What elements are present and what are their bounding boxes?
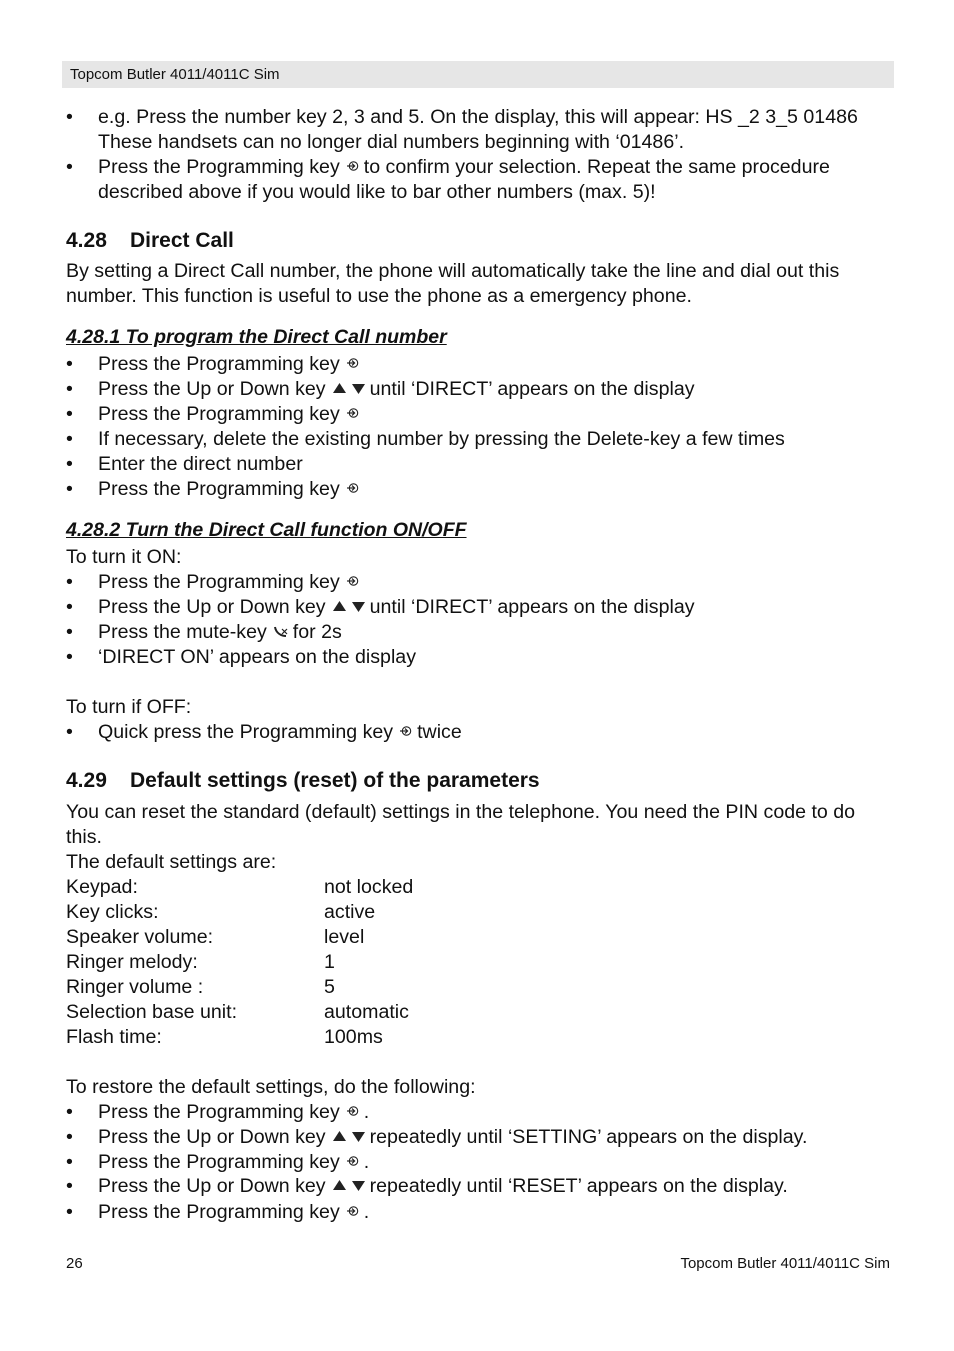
- section-4-28-body-line1: By setting a Direct Call number, the phone will automatically take the line and dial out this: [66, 260, 840, 282]
- setting-name: Keypad:: [66, 876, 138, 898]
- header-title: Topcom Butler 4011/4011C Sim: [70, 66, 280, 83]
- bullet-marker: •: [66, 428, 73, 450]
- section-number: 4.29: [66, 769, 107, 792]
- up-down-arrows-icon: [332, 595, 366, 620]
- programming-key-icon: [346, 1200, 360, 1225]
- list-item: [98, 427, 785, 452]
- mute-key-icon: [273, 620, 289, 645]
- step-text-after: .: [363, 1151, 370, 1173]
- section-4-29-body-line1: You can reset the standard (default) settings in the telephone. You need the PIN code to do: [66, 801, 856, 823]
- intro-bullet-2-after: to confirm your selection. Repeat the same procedure: [363, 156, 830, 178]
- bullet-marker: •: [66, 403, 73, 425]
- step-text-after: twice: [417, 721, 462, 743]
- intro-bullet-2-line2: described above if you would like to bar other numbers (max. 5)!: [98, 181, 656, 203]
- programming-key-icon: [346, 477, 360, 502]
- bullet-marker: •: [66, 1151, 73, 1173]
- bullet-marker: •: [66, 646, 73, 668]
- step-text: Enter the direct number: [98, 453, 303, 475]
- section-4-29-body-line2: this.: [66, 826, 102, 848]
- list-item: [98, 377, 695, 402]
- section-number: 4.28: [66, 229, 107, 252]
- step-text: Press the Programming key: [98, 353, 340, 375]
- list-item: [98, 570, 364, 595]
- setting-name: Speaker volume:: [66, 926, 214, 948]
- setting-name: Selection base unit:: [66, 1001, 238, 1023]
- programming-key-icon: [346, 1100, 360, 1125]
- bullet-marker: •: [66, 1101, 73, 1123]
- setting-value: automatic: [324, 1001, 409, 1023]
- bullet-marker: •: [66, 1175, 73, 1197]
- footer-title: Topcom Butler 4011/4011C Sim: [680, 1255, 890, 1272]
- bullet-marker: •: [66, 596, 73, 618]
- bullet-marker: •: [66, 378, 73, 400]
- intro-bullet-2-line1: [98, 155, 830, 180]
- page-header: [62, 61, 894, 88]
- step-text-after: for 2s: [292, 621, 342, 643]
- list-item: [98, 645, 416, 670]
- list-item: [98, 452, 303, 477]
- setting-name: Ringer volume :: [66, 976, 204, 998]
- setting-value: not locked: [324, 876, 414, 898]
- up-down-arrows-icon: [332, 377, 366, 402]
- step-text: Press the Programming key: [98, 571, 340, 593]
- bullet-marker: •: [66, 156, 73, 178]
- setting-value: active: [324, 901, 376, 923]
- programming-key-icon: [346, 570, 360, 595]
- restore-label: To restore the default settings, do the following:: [66, 1076, 476, 1098]
- intro-bullet-1-line1: e.g. Press the number key 2, 3 and 5. On the display, this will appear: HS _2 3_5 01486: [98, 106, 858, 128]
- step-text-after: .: [363, 1201, 370, 1223]
- step-text: Press the Up or Down key: [98, 1126, 326, 1148]
- section-4-29-heading: [66, 768, 540, 793]
- step-text: ‘DIRECT ON’ appears on the display: [98, 646, 416, 668]
- subsection-4-28-1-heading: 4.28.1 To program the Direct Call number: [66, 326, 447, 348]
- step-text-after: repeatedly until ‘RESET’ appears on the display.: [369, 1175, 788, 1197]
- bullet-marker: •: [66, 1126, 73, 1148]
- step-text: Press the Programming key: [98, 1151, 340, 1173]
- setting-name: Flash time:: [66, 1026, 162, 1048]
- bullet-marker: •: [66, 478, 73, 500]
- bullet-marker: •: [66, 621, 73, 643]
- setting-value: 100ms: [324, 1026, 383, 1048]
- programming-key-icon: [346, 402, 360, 427]
- turn-on-label: To turn it ON:: [66, 546, 182, 568]
- list-item: [98, 720, 462, 745]
- list-item: [98, 352, 364, 377]
- subsection-4-28-2-heading: 4.28.2 Turn the Direct Call function ON/OFF: [66, 519, 467, 541]
- section-4-28-body-line2: number. This function is useful to use the phone as a emergency phone.: [66, 285, 692, 307]
- setting-value: level: [324, 926, 365, 948]
- bullet-marker: •: [66, 571, 73, 593]
- programming-key-icon: [346, 352, 360, 377]
- step-text: If necessary, delete the existing number by pressing the Delete-key a few times: [98, 428, 785, 450]
- list-item: [98, 1200, 369, 1225]
- bullet-marker: •: [66, 1201, 73, 1223]
- list-item: [98, 1174, 788, 1199]
- bullet-marker: •: [66, 353, 73, 375]
- section-4-28-heading: [66, 228, 234, 253]
- intro-bullet-2-before: Press the Programming key: [98, 156, 340, 178]
- list-item: [98, 620, 342, 645]
- page-number: 26: [66, 1255, 83, 1272]
- step-text: Press the Up or Down key: [98, 1175, 326, 1197]
- step-text-after: until ‘DIRECT’ appears on the display: [369, 596, 695, 618]
- programming-key-icon: [346, 155, 360, 180]
- bullet-marker: •: [66, 106, 73, 128]
- setting-value: 1: [324, 951, 335, 973]
- section-title: Direct Call: [130, 229, 234, 252]
- list-item: [98, 595, 695, 620]
- step-text: Press the Up or Down key: [98, 596, 326, 618]
- bullet-marker: •: [66, 453, 73, 475]
- programming-key-icon: [346, 1150, 360, 1175]
- step-text: Press the Up or Down key: [98, 378, 326, 400]
- up-down-arrows-icon: [332, 1125, 366, 1150]
- step-text-after: until ‘DIRECT’ appears on the display: [369, 378, 695, 400]
- list-item: [98, 477, 364, 502]
- turn-off-label: To turn if OFF:: [66, 696, 192, 718]
- list-item: [98, 402, 364, 427]
- up-down-arrows-icon: [332, 1174, 366, 1199]
- list-item: [98, 1150, 369, 1175]
- step-text-after: repeatedly until ‘SETTING’ appears on the display.: [369, 1126, 808, 1148]
- step-text: Press the mute-key: [98, 621, 267, 643]
- defaults-label: The default settings are:: [66, 851, 277, 873]
- bullet-marker: •: [66, 721, 73, 743]
- step-text: Press the Programming key: [98, 478, 340, 500]
- list-item: [98, 1100, 369, 1125]
- step-text: Press the Programming key: [98, 1201, 340, 1223]
- step-text: Press the Programming key: [98, 403, 340, 425]
- step-text: Quick press the Programming key: [98, 721, 394, 743]
- intro-bullet-1-line2: These handsets can no longer dial numbers beginning with ‘01486’.: [98, 131, 685, 153]
- setting-name: Ringer melody:: [66, 951, 198, 973]
- programming-key-icon: [399, 720, 413, 745]
- setting-value: 5: [324, 976, 335, 998]
- setting-name: Key clicks:: [66, 901, 159, 923]
- list-item: [98, 1125, 807, 1150]
- step-text: Press the Programming key: [98, 1101, 340, 1123]
- step-text-after: .: [363, 1101, 370, 1123]
- section-title: Default settings (reset) of the parameters: [130, 769, 540, 792]
